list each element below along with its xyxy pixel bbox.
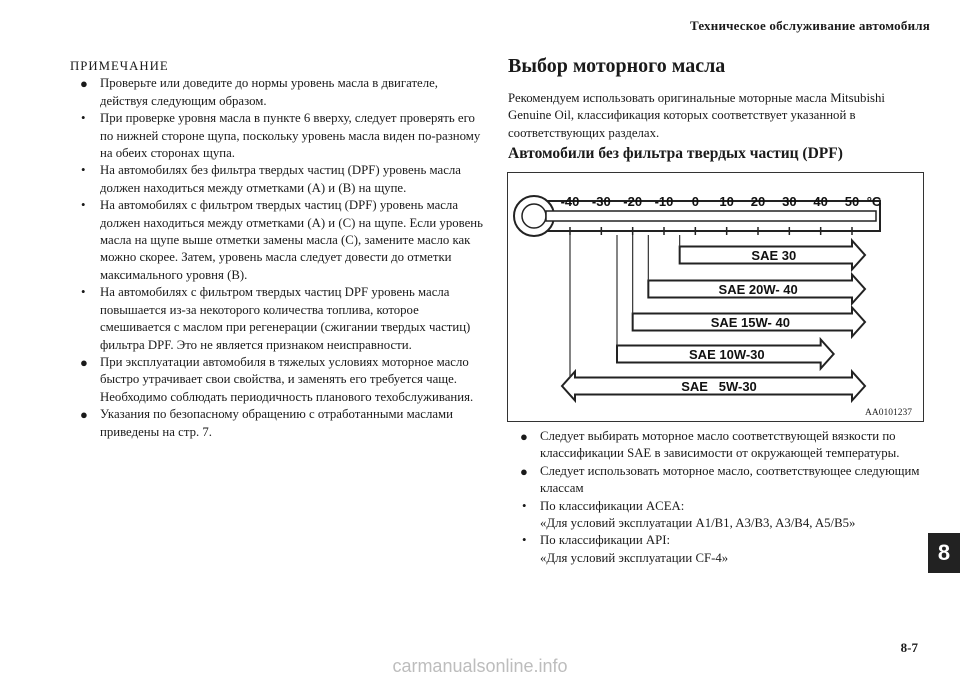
tick-label: -30	[591, 194, 611, 209]
tick-label: 50	[844, 194, 860, 209]
bullet-dot-icon: ●	[80, 76, 88, 92]
note-sub-2-text: На автомобилях без фильтра твердых частиц (DPF) уровень масла должен находиться между отметками (A) и (B) на щупе.	[100, 163, 461, 195]
range-label: SAE 5W-30	[681, 379, 757, 394]
acea-value: «Для условий эксплуатации A1/B1, A3/B3, A3/B4, A5/B5»	[540, 516, 856, 531]
viscosity-chart-svg	[508, 173, 923, 421]
section-intro: Рекомендуем использовать оригинальные моторные масла Mitsubishi Genuine Oil, классификация которых соответствует указанной в соответствующих разделах.	[508, 91, 885, 140]
bullet-dot-icon: ●	[520, 463, 528, 479]
acea-label: По классификации ACEA:	[540, 498, 685, 513]
range-label: SAE 10W-30	[689, 347, 765, 362]
watermark: carmanualsonline.info	[392, 656, 568, 676]
page-number: 8-7	[900, 640, 918, 655]
tick-label: -20	[623, 194, 643, 209]
dot-icon: •	[81, 285, 86, 300]
after-bullet-1-text: Следует выбирать моторное масло соответствующей вязкости по классификации SAE в зависимости от окружающей температуры.	[540, 429, 900, 461]
range-label: SAE 30	[751, 248, 797, 263]
range-label: SAE 15W- 40	[710, 315, 790, 330]
dot-icon: •	[522, 533, 527, 548]
tick-label: 0	[691, 194, 699, 209]
after-chart-block	[518, 428, 928, 567]
unit-label: °C	[866, 194, 882, 209]
api-label: По классификации API:	[540, 533, 671, 548]
note-bullet-1-text: Проверьте или доведите до нормы уровень масла в двигателе, действуя следующим образом.	[100, 76, 438, 108]
api-value: «Для условий эксплуатации CF-4»	[540, 550, 729, 565]
figure-id: AA0101237	[865, 408, 912, 418]
tick-label: 10	[719, 194, 734, 209]
section-subtitle: Автомобили без фильтра твердых частиц (DPF)	[508, 145, 843, 162]
dot-icon: •	[81, 163, 86, 178]
note-block	[70, 58, 485, 441]
note-bullet-2-text: При эксплуатации автомобиля в тяжелых условиях моторное масло быстро утрачивает свои свойства, и заменять его требуется чаще. Необходимо соблюдать периодичность планового техобслуживания.	[100, 354, 474, 404]
running-header: Техническое обслуживание автомобиля	[689, 18, 930, 33]
bullet-dot-icon: ●	[80, 407, 88, 423]
note-sub-1-text: При проверке уровня масла в пункте 6 вверху, следует проверять его по нижней стороне щупа, поскольку уровень масла виден по-разному на обеих сторонах щупа.	[100, 111, 481, 161]
note-sub-1	[70, 110, 485, 162]
note-sub-3	[70, 197, 485, 284]
tick-label: 30	[782, 194, 797, 209]
note-bullet-3	[70, 406, 485, 441]
chapter-tab: 8	[928, 533, 960, 573]
note-heading: ПРИМЕЧАНИЕ	[70, 59, 169, 73]
thermometer-tube	[546, 211, 876, 221]
section-title: Выбор моторного масла	[508, 55, 726, 77]
note-sub-4-text: На автомобилях с фильтром твердых частиц DPF уровень масла повышается из-за некоторого количества топлива, которое смешивается с маслом при регенерации (сжигании твердых частиц) фильтра DPF. Это не является признаком неисправности.	[100, 285, 471, 352]
after-bullet-2	[518, 463, 928, 498]
tick-label: -10	[654, 194, 674, 209]
bullet-dot-icon: ●	[80, 354, 88, 370]
after-bullet-2-text: Следует использовать моторное масло, соответствующее следующим классам	[540, 463, 920, 496]
note-bullet-3-text: Указания по безопасному обращению с отработанными маслами приведены на стр. 7.	[100, 407, 453, 439]
dot-icon: •	[81, 198, 86, 213]
tick-label: -40	[560, 194, 580, 209]
note-bullet-1	[70, 75, 485, 110]
acea-item	[518, 498, 928, 533]
viscosity-chart	[507, 172, 924, 422]
thermometer-bulb-inner	[522, 204, 546, 228]
tick-label: 20	[750, 194, 766, 209]
note-sub-3-text: На автомобилях с фильтром твердых частиц (DPF) уровень масла должен находиться между отметками (A) и (C) на щупе. Если уровень масла на щупе выше отметки замены масла (C), замените масло как можно скорее. Затем, уровень масла следует довести до отметки максимального уровня (B).	[100, 198, 483, 282]
dot-icon: •	[522, 498, 527, 513]
note-bullet-2	[70, 354, 485, 406]
note-sub-2	[70, 162, 485, 197]
range-label: SAE 20W- 40	[718, 282, 798, 297]
after-bullet-1	[518, 428, 928, 463]
note-sub-4	[70, 284, 485, 354]
api-item	[518, 532, 928, 567]
dot-icon: •	[81, 111, 86, 126]
bullet-dot-icon: ●	[520, 429, 528, 444]
tick-label: 40	[813, 194, 828, 209]
